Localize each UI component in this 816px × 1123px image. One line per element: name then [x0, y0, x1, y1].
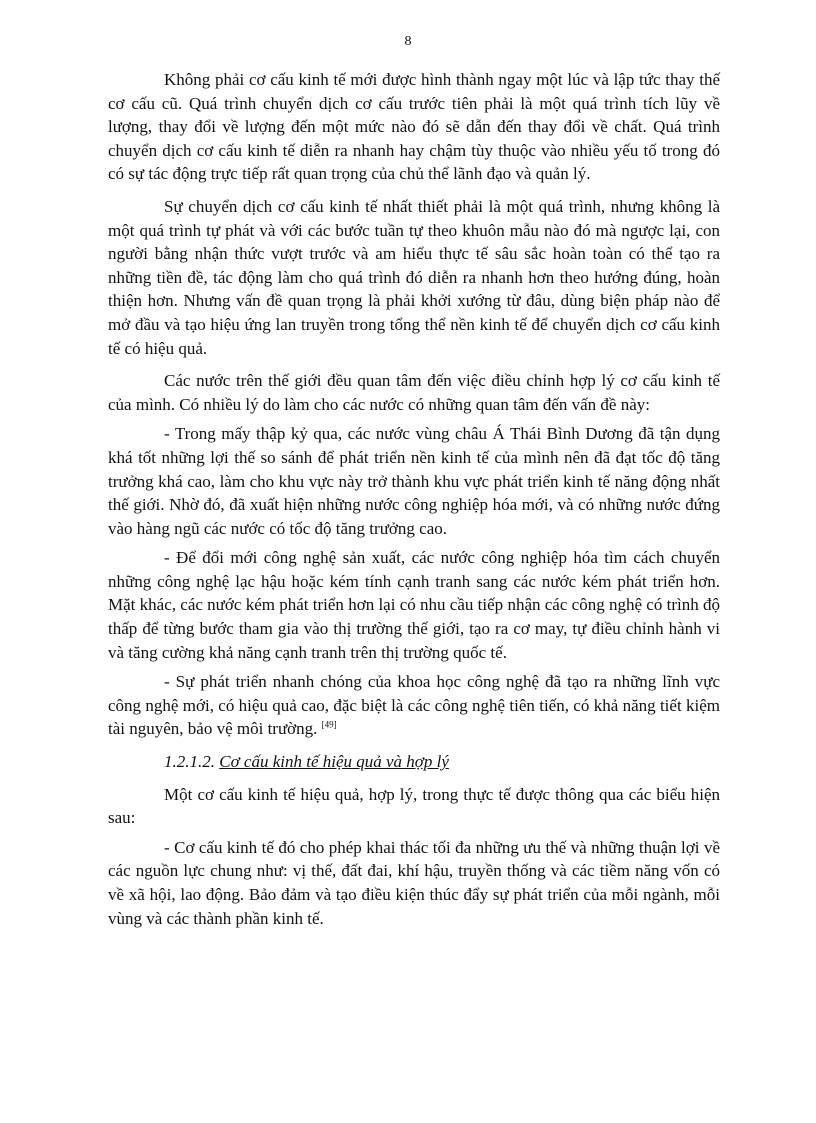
document-body	[108, 68, 720, 939]
page-number: 8	[404, 34, 412, 49]
bullet-paragraph: - Cơ cấu kinh tế đó cho phép khai thác tối đa những ưu thế và những thuận lợi về các nguồn lực chung như: vị thế, đất đai, khí hậu, truyền thống và các tiềm năng vốn có về xã hội, lao động. Bảo đảm và tạo điều kiện thúc đẩy sự phát triển của mỗi ngành, mỗi vùng và các thành phần kinh tế.	[108, 837, 720, 928]
paragraph: Sự chuyển dịch cơ cấu kinh tế nhất thiết phải là một quá trình, nhưng không là một quá trình tự phát và với các bước tuần tự theo khuôn mẫu nào đó mà ngược lại, con người bằng nhận thức vượt trước và am hiểu thực tế sâu sắc hoàn toàn có thể tạo ra những tiền đề, tác động làm cho quá trình đó diễn ra nhanh hơn theo hướng đúng, hoàn thiện hơn. Nhưng vấn đề quan trọng là phải khởi xướng từ đâu, dùng biện pháp nào để mở đầu và tạo hiệu ứng lan truyền trong tổng thể nền kinh tế để chuyển dịch cơ cấu kinh tế có hiệu quả.	[108, 196, 720, 358]
bullet-paragraph	[108, 670, 720, 741]
section-title: Cơ cấu kinh tế hiệu quả và hợp lý	[219, 752, 449, 772]
section-heading	[108, 750, 720, 774]
citation-marker: [49]	[321, 719, 337, 730]
bullet-paragraph: - Để đổi mới công nghệ sản xuất, các nước công nghiệp hóa tìm cách chuyển những công nghệ lạc hậu hoặc kém tính cạnh tranh sang các nước kém phát triển hơn. Mặt khác, các nước kém phát triển hơn lại có nhu cầu tiếp nhận các công nghệ có trình độ thấp để từng bước tham gia vào thị trường thế giới, tạo ra cơ may, tự điều chỉnh hành vi và tăng cường khả năng cạnh tranh trên thị trường quốc tế.	[108, 548, 720, 662]
bullet-paragraph: - Trong mấy thập kỷ qua, các nước vùng châu Á Thái Bình Dương đã tận dụng khá tốt những lợi thế so sánh để phát triển nền kinh tế của mình nên đã đạt tốc độ tăng trưởng khá cao, làm cho khu vực này trở thành khu vực phát triển kinh tế năng động nhất thế giới. Nhờ đó, đã xuất hiện những nước công nghiệp hóa mới, và có những nước đứng vào hàng ngũ các nước có tốc độ tăng trưởng cao.	[108, 424, 720, 538]
paragraph: Không phải cơ cấu kinh tế mới được hình thành ngay một lúc và lập tức thay thế cơ cấu cũ. Quá trình chuyển dịch cơ cấu trước tiên phải là một quá trình tích lũy về lượng, thay đổi về lượng đến một mức nào đó sẽ dẫn đến thay đổi về chất. Quá trình chuyển dịch cơ cấu kinh tế diễn ra nhanh hay chậm tùy thuộc vào nhiều yếu tố trong đó có sự tác động trực tiếp rất quan trọng của chủ thể lãnh đạo và quản lý.	[108, 70, 720, 184]
paragraph: Một cơ cấu kinh tế hiệu quả, hợp lý, trong thực tế được thông qua các biểu hiện sau:	[108, 784, 720, 828]
section-number: 1.2.1.2.	[164, 752, 215, 772]
bullet-text: - Sự phát triển nhanh chóng của khoa học công nghệ đã tạo ra những lĩnh vực công nghệ mới, có hiệu quả cao, đặc biệt là các công nghệ tiên tiến, có khả năng tiết kiệm tài nguyên, bảo vệ môi trường.	[108, 672, 720, 739]
paragraph: Các nước trên thế giới đều quan tâm đến việc điều chỉnh hợp lý cơ cấu kinh tế của mình. Có nhiều lý do làm cho các nước có những quan tâm đến vấn đề này:	[108, 371, 720, 414]
